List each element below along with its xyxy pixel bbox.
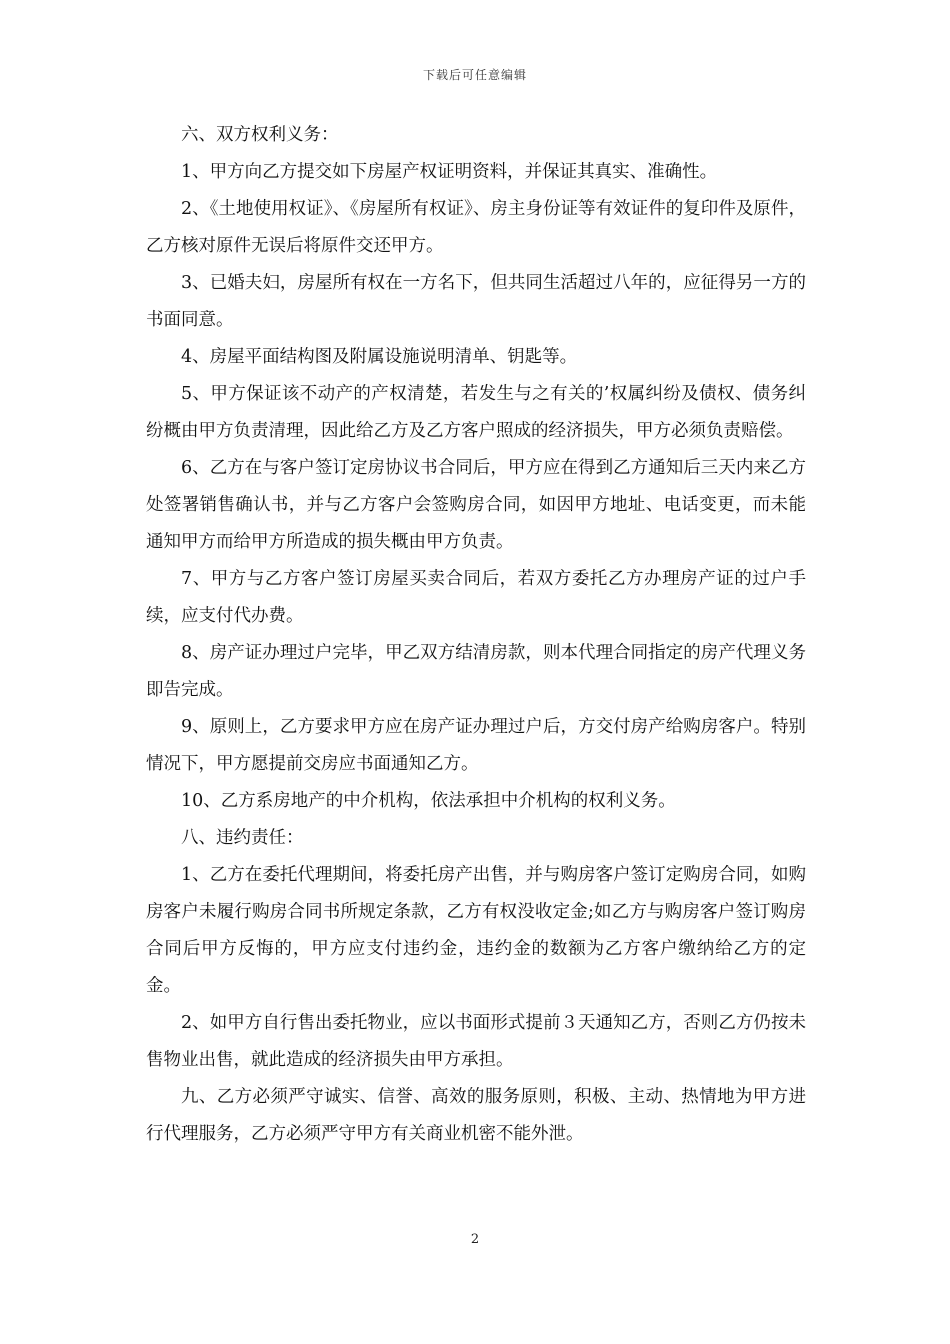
document-body xyxy=(146,117,806,1153)
clause-3: 3、已婚夫妇，房屋所有权在一方名下，但共同生活超过八年的，应征得另一方的书面同意。 xyxy=(146,273,806,330)
breach-clause-2: 2、如甲方自行售出委托物业，应以书面形式提前３天通知乙方，否则乙方仍按未售物业出售，就此造成的经济损失由甲方承担。 xyxy=(146,1013,806,1070)
section-title-rights-obligations: 六、双方权利义务： xyxy=(181,125,339,145)
page-number: 2 xyxy=(470,1232,480,1247)
clause-8: 8、房产证办理过户完毕，甲乙双方结清房款，则本代理合同指定的房产代理义务即告完成。 xyxy=(146,643,806,700)
clause-9: 9、原则上，乙方要求甲方应在房产证办理过户后，方交付房产给购房客户。特别情况下，甲方愿提前交房应书面通知乙方。 xyxy=(146,717,806,774)
clause-1: 1、甲方向乙方提交如下房屋产权证明资料，并保证其真实、准确性。 xyxy=(181,162,718,182)
clause-2: 2、《土地使用权证》、《房屋所有权证》、房主身份证等有效证件的复印件及原件，乙方核对原件无误后将原件交还甲方。 xyxy=(146,199,806,256)
breach-clause-1: 1、乙方在委托代理期间，将委托房产出售，并与购房客户签订定购房合同，如购房客户未履行购房合同书所规定条款，乙方有权没收定金;如乙方与购房客户签订购房合同后甲方反悔的，甲方应支付违约金，违约金的数额为乙方客户缴纳给乙方的定金。 xyxy=(146,865,806,996)
page-header: 下载后可任意编辑 xyxy=(422,68,527,82)
clause-6: 6、乙方在与客户签订定房协议书合同后，甲方应在得到乙方通知后三天内来乙方处签署销售确认书，并与乙方客户会签购房合同，如因甲方地址、电话变更，而未能通知甲方而给甲方所造成的损失概由甲方负责。 xyxy=(146,458,806,552)
clause-10: 10、乙方系房地产的中介机构，依法承担中介机构的权利义务。 xyxy=(181,791,676,811)
clause-4: 4、房屋平面结构图及附属设施说明清单、钥匙等。 xyxy=(181,347,578,367)
clause-5: 5、甲方保证该不动产的产权清楚，若发生与之有关的’权属纠纷及债权、债务纠纷概由甲方负责清理，因此给乙方及乙方客户照成的经济损失，甲方必须负责赔偿。 xyxy=(146,384,806,441)
section-title-breach: 八、违约责任： xyxy=(181,828,304,848)
clause-7: 7、甲方与乙方客户签订房屋买卖合同后，若双方委托乙方办理房产证的过户手续，应支付代办费。 xyxy=(146,569,806,626)
section-nine-clause: 九、乙方必须严守诚实、信誉、高效的服务原则，积极、主动、热情地为甲方进行代理服务，乙方必须严守甲方有关商业机密不能外泄。 xyxy=(146,1087,806,1144)
